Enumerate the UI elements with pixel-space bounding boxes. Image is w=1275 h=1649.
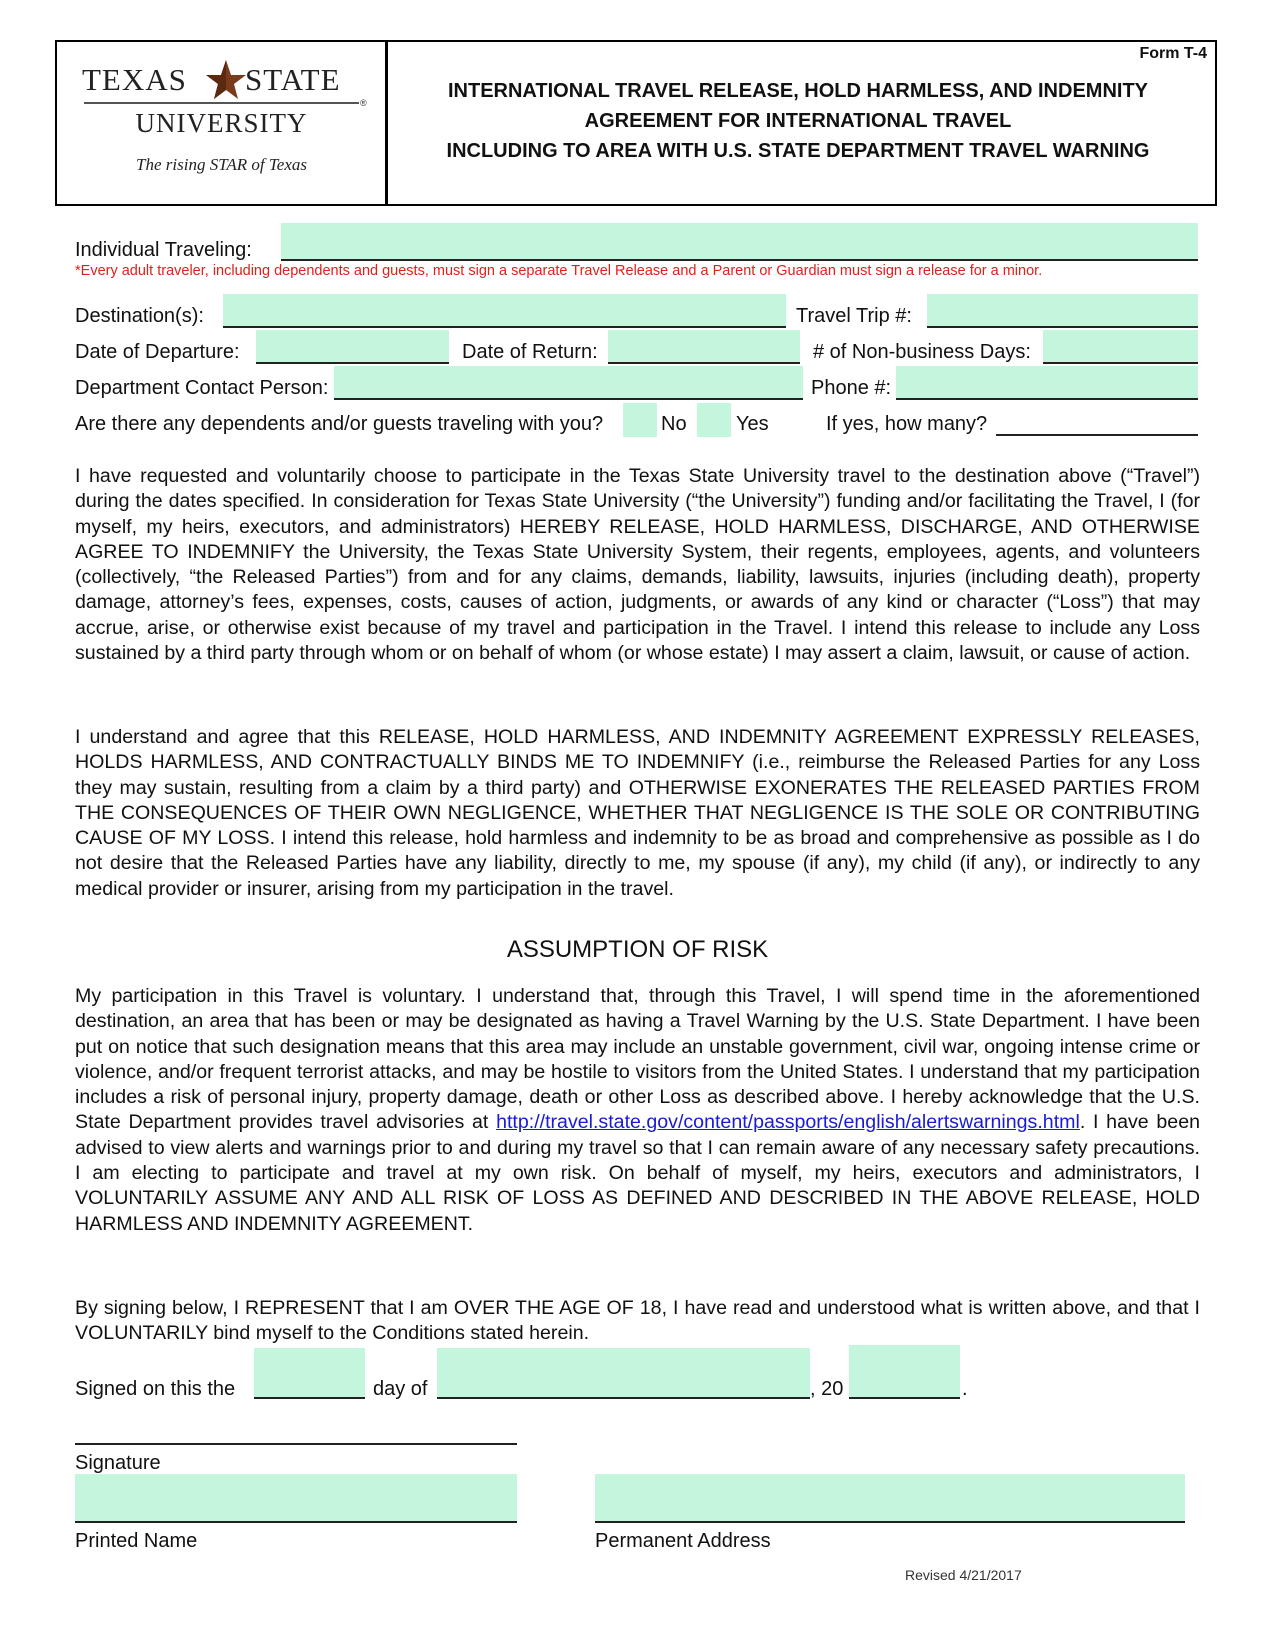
non-business-days-field[interactable] [1043,330,1198,363]
form-number: Form T-4 [1139,45,1207,62]
signed-month-underline [437,1397,810,1399]
destination-label: Destination(s): [75,305,204,327]
contact-person-field[interactable] [334,366,803,399]
hold-harmless-paragraph: I understand and agree that this RELEASE, HOLD HARMLESS, AND INDEMNITY AGREEMENT EXPRESSLY RELEASES, HOLDS HARMLESS, AND CONTRACTUALLY BINDS ME TO INDEMNIFY (i.e., reimburse the Released Parties for any Loss they may sustain, resulting from a claim by a third party) and OTHERWISE EXONERATES THE RELEASED PARTIES FROM THE CONSEQUENCES OF THEIR OWN NEGLIGENCE, WHETHER THAT NEGLIGENCE IS THE SOLE OR CONTRIBUTING CAUSE OF MY LOSS. I intend this release, hold harmless and indemnity to be as broad and comprehensive as possible as I do not desire that the Released Parties have any liability, directly to me, my spouse (if any), my child (if any), or indirectly to any medical provider or insurer, arising from my participation in the travel. [75,726,1200,900]
day-of-label: day of [373,1378,428,1400]
assumption-of-risk-paragraph [75,984,1200,1237]
individual-traveling-field[interactable] [281,223,1198,260]
yes-label: Yes [736,413,769,435]
logo-tagline: The rising STAR of Texas [136,155,307,174]
period: . [962,1378,968,1400]
how-many-label: If yes, how many? [826,413,988,435]
risk-text-2: . I have been advised to view alerts and warnings prior to and during my travel so that I can remain aware of any necessary safety precautions. I am electing to participate and travel at my own risk. On behalf of myself, my heirs, executors and administrators, I VOLUNTARILY ASSUME ANY AND ALL RISK OF LOSS AS DEFINED AND DESCRIBED IN THE ABOVE RELEASE, HOLD HARMLESS AND INDEMNITY AGREEMENT. [75,1111,1200,1235]
no-checkbox[interactable] [623,403,657,437]
assumption-of-risk-heading: ASSUMPTION OF RISK [506,936,769,963]
logo-texas-text: TEXAS [82,62,187,97]
title-line-3: INCLUDING TO AREA WITH U.S. STATE DEPARTMENT TRAVEL WARNING [446,140,1150,162]
return-label: Date of Return: [462,341,598,363]
non-business-days-underline [1043,362,1198,364]
permanent-address-label: Permanent Address [595,1530,771,1552]
contact-person-label: Department Contact Person: [75,377,329,399]
printed-name-label: Printed Name [75,1530,198,1552]
no-label: No [661,413,687,435]
logo-state-text: STATE [245,62,341,97]
contact-person-underline [334,398,803,400]
phone-underline [896,398,1198,400]
how-many-underline[interactable] [996,434,1198,436]
title-line-2: AGREEMENT FOR INTERNATIONAL TRAVEL [584,110,1012,132]
non-business-days-label: # of Non-business Days: [813,341,1031,363]
travel-trip-label: Travel Trip #: [796,305,912,327]
destination-field[interactable] [223,294,786,327]
dependents-question: Are there any dependents and/or guests traveling with you? [75,413,604,435]
yes-checkbox[interactable] [697,403,731,437]
signed-year-underline [849,1397,960,1399]
permanent-address-field[interactable] [595,1474,1185,1522]
departure-underline [256,362,449,364]
travel-trip-underline [927,326,1198,328]
logo-rule [84,102,359,104]
year-prefix: , 20 [810,1378,844,1400]
adult-traveler-note: *Every adult traveler, including dependents and guests, must sign a separate Travel Release and a Parent or Guardian must sign a release for a minor. [75,263,1043,279]
registered-mark: ® [360,98,367,108]
risk-text-1: My participation in this Travel is voluntary. I understand that, through this Travel, I will spend time in the aforementioned destination, an area that has been or may be designated as having a Travel Warning by the U.S. State Department. I have been put on notice that such designation means that this area may include an unstable government, civil war, ongoing intense crime or violence, and/or frequent terrorist attacks, and may be hostile to visitors from the United States. I understand that my participation includes a risk of personal injury, property damage, death or other Loss as described above. I hereby acknowledge that the U.S. State Department provides travel advisories at [75,985,1200,1134]
travel-advisories-link[interactable]: http://travel.state.gov/content/passports/english/alertswarnings.html [496,1111,1080,1134]
logo-university-text: UNIVERSITY [135,108,308,138]
title-line-1: INTERNATIONAL TRAVEL RELEASE, HOLD HARMLESS, AND INDEMNITY [447,80,1149,102]
representation-paragraph: By signing below, I REPRESENT that I am OVER THE AGE OF 18, I have read and understood what is written above, and that I VOLUNTARILY bind myself to the Conditions stated herein. [75,1297,1200,1345]
departure-label: Date of Departure: [75,341,240,363]
signed-month-field[interactable] [437,1348,810,1398]
signature-label: Signature [75,1452,161,1474]
return-field[interactable] [608,330,800,363]
revised-date: Revised 4/21/2017 [905,1567,1022,1583]
printed-name-underline [75,1521,517,1523]
printed-name-field[interactable] [75,1474,517,1522]
signed-day-field[interactable] [254,1348,365,1398]
destination-underline [223,326,786,328]
travel-trip-field[interactable] [927,294,1198,327]
individual-traveling-underline [281,259,1198,261]
return-underline [608,362,800,364]
individual-traveling-label: Individual Traveling: [75,239,252,261]
signed-year-field[interactable] [849,1345,960,1398]
signed-on-label: Signed on this the [75,1378,236,1400]
signature-line[interactable] [75,1443,517,1445]
release-paragraph: I have requested and voluntarily choose to participate in the Texas State University travel to the destination above (“Travel”) during the dates specified. In consideration for Texas State University (“the University”) funding and/or facilitating the Travel, I (for myself, my heirs, executors, and administrators) HEREBY RELEASE, HOLD HARMLESS, DISCHARGE, AND OTHERWISE AGREE TO INDEMNIFY the University, the Texas State University System, their regents, employees, agents, and volunteers (collectively, “the Released Parties”) from and for any claims, demands, liability, lawsuits, injuries (including death), property damage, attorney’s fees, expenses, costs, causes of action, judgments, or awards of any kind or character (“Loss”) that may accrue, arise, or otherwise exist because of my travel and participation in the Travel. I intend this release to include any Loss sustained by a third party through whom or on behalf of whom (or whose estate) I may assert a claim, lawsuit, or cause of action. [75,465,1200,665]
star-icon [204,58,248,102]
permanent-address-underline [595,1521,1185,1523]
departure-field[interactable] [256,330,449,363]
phone-field[interactable] [896,366,1198,399]
signed-day-underline [254,1397,365,1399]
phone-label: Phone #: [811,377,892,399]
